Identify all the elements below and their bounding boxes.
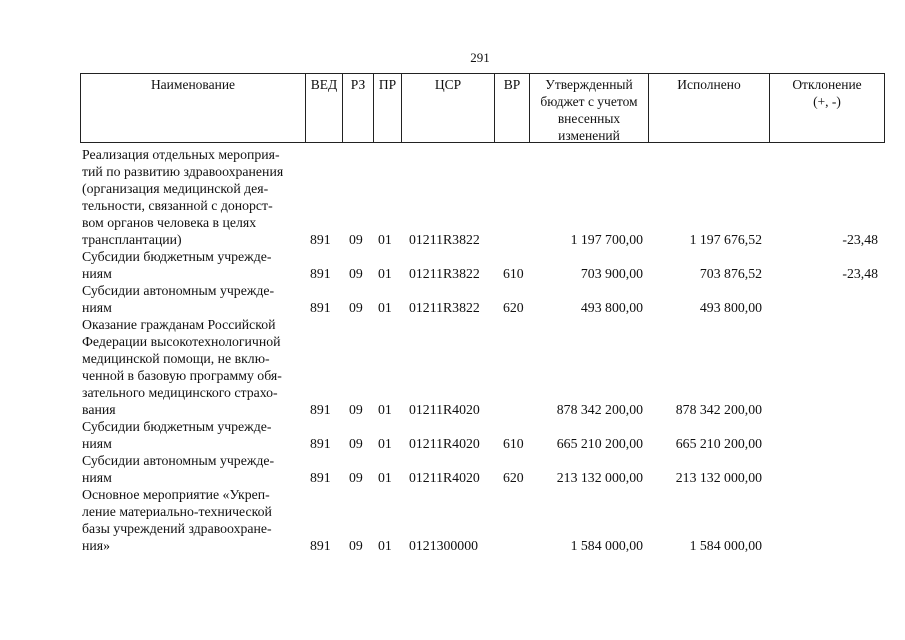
cell-pr: 01 <box>378 232 392 247</box>
cell-pr: 01 <box>378 436 392 451</box>
row-name-line: ния» <box>82 538 111 553</box>
cell-executed: 878 342 200,00 <box>675 402 762 417</box>
cell-deviation: -23,48 <box>842 266 878 281</box>
header-deviation-line: (+, -) <box>813 94 841 109</box>
row-name-line: вания <box>82 402 116 417</box>
cell-pr: 01 <box>378 402 392 417</box>
cell-budget: 493 800,00 <box>580 300 643 315</box>
header-ved: ВЕД <box>306 74 343 142</box>
row-name <box>82 248 307 282</box>
row-name-line: Субсидии бюджетным учрежде- <box>82 419 272 434</box>
header-budget-line: изменений <box>558 128 620 143</box>
cell-csr: 01211R3822 <box>409 300 480 315</box>
row-name-line: Федерации высокотехнологичной <box>82 334 281 349</box>
cell-pr: 01 <box>378 300 392 315</box>
cell-ved: 891 <box>310 470 331 485</box>
header-budget-line: бюджет с учетом <box>540 94 638 109</box>
cell-ved: 891 <box>310 538 331 553</box>
cell-csr: 01211R4020 <box>409 436 480 451</box>
cell-budget: 1 584 000,00 <box>570 538 643 553</box>
cell-vr: 610 <box>503 266 524 281</box>
row-name-line: ниям <box>82 300 112 315</box>
cell-vr: 610 <box>503 436 524 451</box>
cell-budget: 703 900,00 <box>580 266 643 281</box>
cell-executed: 665 210 200,00 <box>675 436 762 451</box>
row-name <box>82 316 307 418</box>
cell-csr: 01211R3822 <box>409 232 480 247</box>
row-name-line: Реализация отдельных мероприя- <box>82 147 280 162</box>
row-name-line: Субсидии автономным учрежде- <box>82 453 275 468</box>
header-budget-line: внесенных <box>557 111 621 126</box>
cell-csr: 01211R3822 <box>409 266 480 281</box>
header-rz: РЗ <box>343 74 374 142</box>
row-name <box>82 452 307 486</box>
cell-budget: 878 342 200,00 <box>556 402 643 417</box>
table-header <box>80 73 885 143</box>
cell-budget: 665 210 200,00 <box>556 436 643 451</box>
cell-budget: 1 197 700,00 <box>570 232 643 247</box>
row-name-line: Субсидии бюджетным учрежде- <box>82 249 272 264</box>
header-deviation-line: Отклонение <box>792 77 862 92</box>
row-name-line: базы учреждений здравоохране- <box>82 521 272 536</box>
row-name-line: вом органов человека в целях <box>82 215 257 230</box>
cell-ved: 891 <box>310 402 331 417</box>
cell-rz: 09 <box>349 232 363 247</box>
cell-pr: 01 <box>378 470 392 485</box>
cell-csr: 0121300000 <box>409 538 478 553</box>
cell-rz: 09 <box>349 538 363 553</box>
row-name-line: зательного медицинского страхо- <box>82 385 278 400</box>
row-name <box>82 282 307 316</box>
header-vr: ВР <box>495 74 530 142</box>
row-name-line: тельности, связанной с донорст- <box>82 198 273 213</box>
cell-executed: 493 800,00 <box>699 300 762 315</box>
row-name-line: ниям <box>82 266 112 281</box>
cell-ved: 891 <box>310 266 331 281</box>
cell-csr: 01211R4020 <box>409 402 480 417</box>
cell-ved: 891 <box>310 300 331 315</box>
header-name: Наименование <box>81 74 306 142</box>
row-name-line: медицинской помощи, не вклю- <box>82 351 270 366</box>
row-name-line: трансплантации) <box>82 232 182 247</box>
cell-executed: 1 197 676,52 <box>689 232 762 247</box>
header-executed: Исполнено <box>649 74 770 142</box>
cell-ved: 891 <box>310 436 331 451</box>
row-name-line: ление материально-технической <box>82 504 272 519</box>
cell-executed: 703 876,52 <box>699 266 762 281</box>
cell-executed: 1 584 000,00 <box>689 538 762 553</box>
cell-rz: 09 <box>349 402 363 417</box>
header-deviation <box>770 74 884 142</box>
header-csr: ЦСР <box>402 74 495 142</box>
cell-vr: 620 <box>503 470 524 485</box>
cell-rz: 09 <box>349 300 363 315</box>
cell-pr: 01 <box>378 266 392 281</box>
cell-rz: 09 <box>349 436 363 451</box>
row-name-line: Субсидии автономным учрежде- <box>82 283 275 298</box>
page-number: 291 <box>470 50 490 65</box>
cell-rz: 09 <box>349 470 363 485</box>
row-name-line: ченной в базовую программу обя- <box>82 368 282 383</box>
cell-rz: 09 <box>349 266 363 281</box>
row-name-line: (организация медицинской дея- <box>82 181 269 196</box>
cell-deviation: -23,48 <box>842 232 878 247</box>
cell-pr: 01 <box>378 538 392 553</box>
header-budget-line: Утвержденный <box>545 77 633 92</box>
row-name <box>82 486 307 554</box>
header-budget <box>530 74 649 142</box>
row-name-line: Основное мероприятие «Укреп- <box>82 487 270 502</box>
row-name-line: ниям <box>82 436 112 451</box>
header-pr: ПР <box>374 74 402 142</box>
row-name <box>82 146 307 248</box>
cell-vr: 620 <box>503 300 524 315</box>
row-name-line: тий по развитию здравоохранения <box>82 164 284 179</box>
cell-ved: 891 <box>310 232 331 247</box>
row-name-line: ниям <box>82 470 112 485</box>
cell-budget: 213 132 000,00 <box>556 470 643 485</box>
row-name-line: Оказание гражданам Российской <box>82 317 276 332</box>
cell-csr: 01211R4020 <box>409 470 480 485</box>
row-name <box>82 418 307 452</box>
cell-executed: 213 132 000,00 <box>675 470 762 485</box>
